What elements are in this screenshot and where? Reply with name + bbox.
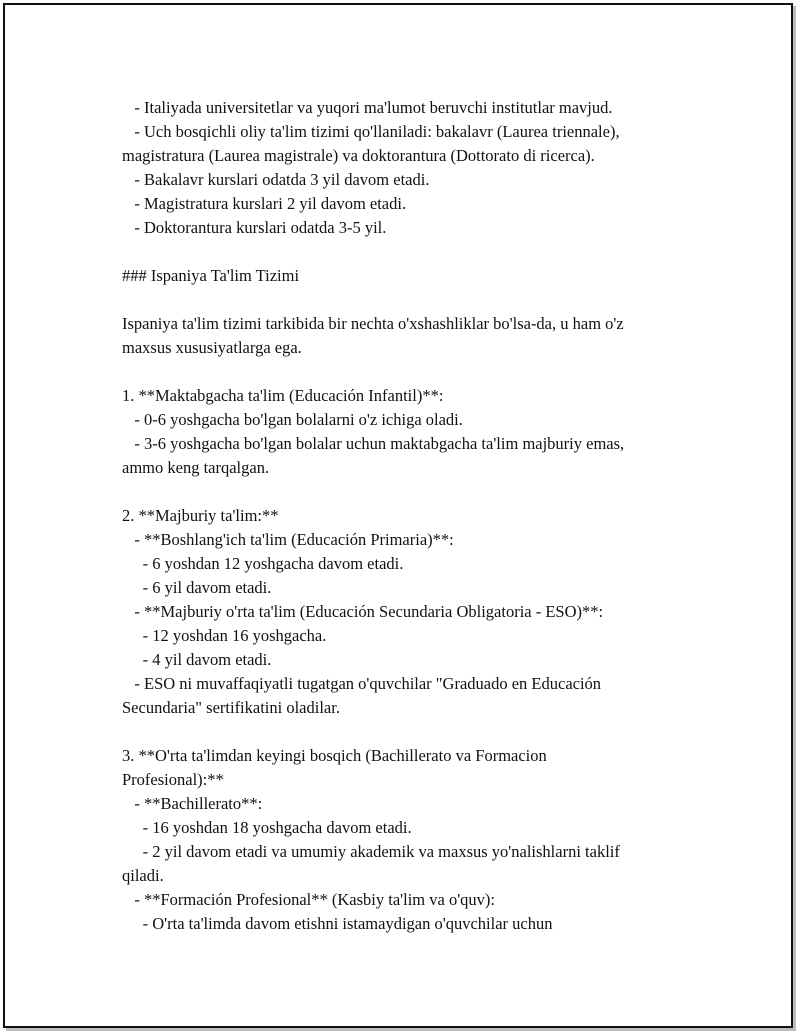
- text-line: - Uch bosqichli oliy ta'lim tizimi qo'llaniladi: bakalavr (Laurea triennale),: [122, 122, 620, 141]
- text-line: - 2 yil davom etadi va umumiy akademik va maxsus yo'nalishlarni taklif: [122, 842, 620, 861]
- text-line: maxsus xususiyatlarga ega.: [122, 338, 302, 357]
- text-line: - 12 yoshdan 16 yoshgacha.: [122, 626, 327, 645]
- text-line: Profesional):**: [122, 770, 224, 789]
- text-line: - 4 yil davom etadi.: [122, 650, 272, 669]
- document-body: [122, 96, 712, 936]
- text-line: ammo keng tarqalgan.: [122, 458, 270, 477]
- text-line: - 0-6 yoshgacha bo'lgan bolalarni o'z ichiga oladi.: [122, 410, 463, 429]
- text-line: Ispaniya ta'lim tizimi tarkibida bir nechta o'xshashliklar bo'lsa-da, u ham o'z: [122, 314, 624, 333]
- text-line: - **Formación Profesional** (Kasbiy ta'lim va o'quv):: [122, 890, 496, 909]
- text-line: qiladi.: [122, 866, 164, 885]
- section-heading: ### Ispaniya Ta'lim Tizimi: [122, 266, 300, 285]
- list-item-heading: 1. **Maktabgacha ta'lim (Educación Infantil)**:: [122, 386, 444, 405]
- blank-line: [122, 240, 712, 264]
- text-line: Secundaria" sertifikatini oladilar.: [122, 698, 340, 717]
- list-item-heading: 2. **Majburiy ta'lim:**: [122, 506, 279, 525]
- text-line: - Italiyada universitetlar va yuqori ma'lumot beruvchi institutlar mavjud.: [122, 98, 613, 117]
- text-line: - 6 yil davom etadi.: [122, 578, 272, 597]
- text-line: - Doktorantura kurslari odatda 3-5 yil.: [122, 218, 387, 237]
- text-line: - 6 yoshdan 12 yoshgacha davom etadi.: [122, 554, 404, 573]
- blank-line: [122, 480, 712, 504]
- page-frame: [3, 3, 793, 1028]
- text-line: - O'rta ta'limda davom etishni istamaydigan o'quvchilar uchun: [122, 914, 553, 933]
- text-line: magistratura (Laurea magistrale) va doktorantura (Dottorato di ricerca).: [122, 146, 595, 165]
- blank-line: [122, 288, 712, 312]
- text-line: - **Bachillerato**:: [122, 794, 263, 813]
- blank-line: [122, 720, 712, 744]
- text-line: - 3-6 yoshgacha bo'lgan bolalar uchun maktabgacha ta'lim majburiy emas,: [122, 434, 625, 453]
- blank-line: [122, 360, 712, 384]
- list-item-heading: 3. **O'rta ta'limdan keyingi bosqich (Bachillerato va Formacion: [122, 746, 547, 765]
- text-line: - **Majburiy o'rta ta'lim (Educación Secundaria Obligatoria - ESO)**:: [122, 602, 604, 621]
- text-line: - 16 yoshdan 18 yoshgacha davom etadi.: [122, 818, 412, 837]
- text-line: - Bakalavr kurslari odatda 3 yil davom etadi.: [122, 170, 430, 189]
- text-line: - **Boshlang'ich ta'lim (Educación Primaria)**:: [122, 530, 454, 549]
- text-line: - Magistratura kurslari 2 yil davom etadi.: [122, 194, 407, 213]
- text-line: - ESO ni muvaffaqiyatli tugatgan o'quvchilar "Graduado en Educación: [122, 674, 602, 693]
